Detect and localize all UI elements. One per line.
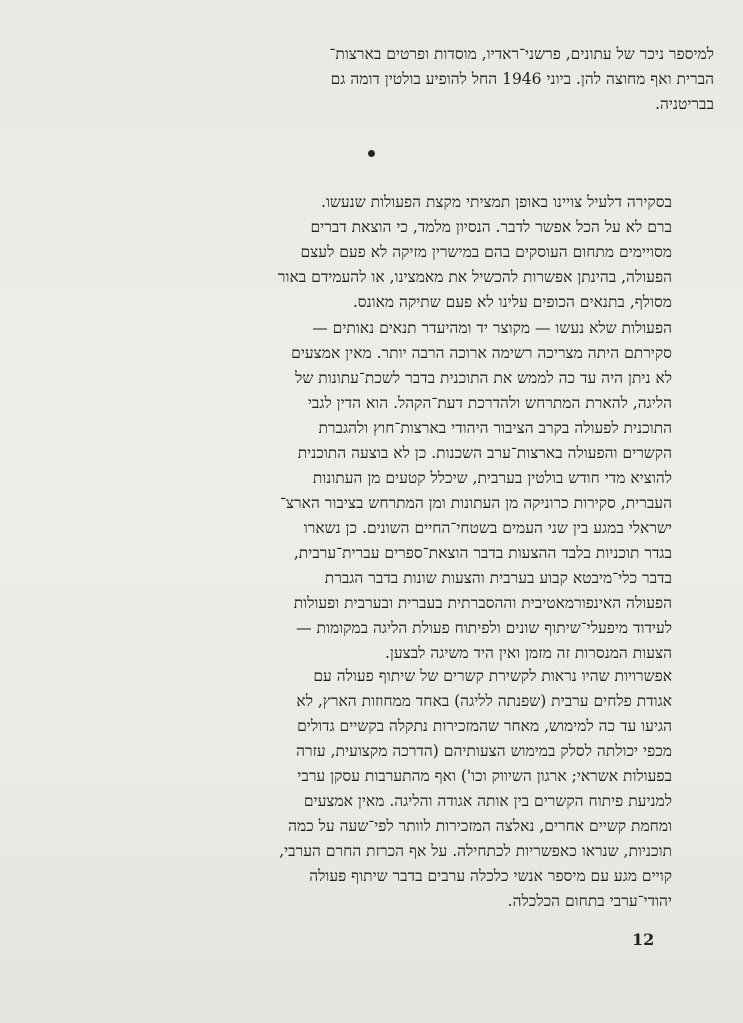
- text-line: למיספר ניכר של עתונים, פרשני־ראדיו, מוסדות ופרטים בארצות־: [329, 45, 714, 63]
- text-line: בדבר כלי־מיבטא קבוע בערבית והצעות שונות בדבר הגברת: [324, 569, 672, 587]
- text-line: אפשרויות שהיו נראות לקשירת קשרים של שיתוף פעולה עם: [313, 667, 672, 685]
- text-line: מסויימים מתחום העוסקים בהם במישרין מזיקה לא פעם לעצם: [300, 243, 672, 261]
- text-line: ומחמת קשיים אחרים, נאלצה המזכירות לוותר לפי־שעה על כמה: [288, 817, 672, 835]
- text-line: לעידוד מיפעלי־שיתוף שונים ולפיתוח פעולת הליגה במקומות —: [296, 619, 672, 637]
- text-line: הגיעו עד כה למימוש, מאחר שהמזכירות נתקלה בקשיים גדולים: [297, 717, 672, 735]
- text-line: מסולף, בתנאים הכופים עלינו לא פעם שתיקה מאונס.: [352, 293, 672, 311]
- text-line: הפעולה, בהינתן אפשרות להכשיל את מאמצינו, או להעמידם באור: [277, 268, 672, 286]
- paragraph-overview: [62, 190, 714, 315]
- text-line: הפעולה האינפורמאטיבית וההסברתית בעברית ובערבית ופעולות: [293, 594, 672, 612]
- text-line: בבריטניה.: [655, 95, 714, 113]
- text-line: הברית ואף מחוצה להן. ביוני 1946 החל להופיע בולטין דומה גם: [330, 70, 714, 88]
- text-line: התוכנית לפעולה בקרב הציבור היהודי בארצות־חוץ ולהגברת: [318, 419, 672, 437]
- text-line: הפעולות שלא נעשו — מקוצר יד ומהיעדר תנאים נאותים —: [312, 319, 672, 337]
- text-line: הליגה, להארת המתרחש ולהדרכת דעת־הקהל. הוא הדין לגבי: [307, 394, 672, 412]
- text-line: הקשרים והפעולה בארצות־ערב השכנות. כן לא בוצעה התוכנית: [297, 444, 672, 462]
- section-separator-dot: [368, 150, 375, 157]
- text-line: יהודי־ערבי בתחום הכלכלה.: [507, 892, 672, 910]
- paragraph-unrealized-actions: [62, 316, 714, 666]
- text-line: אגודת פלחים ערבית (שפנתה לליגה) באחד ממחוזות הארץ, לא: [296, 692, 672, 710]
- text-line: בפעולות אשראי; ארגון השיווק וכו') ואף מהתערבות עסקן ערבי: [297, 767, 672, 785]
- paragraph-cooperation-possibilities: [62, 664, 714, 914]
- text-line: סקירתם היתה מצריכה רשימה ארוכה הרבה יותר. מאין אמצעים: [291, 344, 672, 362]
- text-line: ברם לא על הכל אפשר לדבר. הנסיון מלמד, כי הוצאת דברים: [310, 218, 672, 236]
- text-line: בגדר תוכניות בלבד ההצעות בדבר הוצאת־ספרים עברית־ערבית,: [293, 544, 672, 562]
- text-line: לא ניתן היה עד כה לממש את התוכנית בדבר לשכת־עתונות של: [295, 369, 672, 387]
- text-line: מכפי יכולתה לסלק במימוש הצעותיהם (הדרכה מקצועית, עזרה: [296, 742, 672, 760]
- text-line: הצעות המנסרות זה מזמן ואין היד משיגה לבצען.: [384, 644, 672, 662]
- text-line: תוכניות, שנראו כאפשריות לכתחילה. על אף הכרזת החרם הערבי,: [279, 842, 672, 860]
- text-line: בסקירה דלעיל צויינו באופן תמציתי מקצת הפעולות שנעשו.: [321, 193, 672, 211]
- text-line: להוציא מדי חודש בולטין בערבית, שיכלל קטעים מן העתונות: [312, 469, 672, 487]
- text-line: למניעת פיתוח הקשרים בין אותה אגודה והליגה. מאין אמצעים: [303, 792, 672, 810]
- text-line: העברית, סקירות כרוניקה מן העתונות ומן המתרחש בציבור הארצ־: [279, 494, 672, 512]
- text-line: קויים מגע עם מיספר אנשי כלכלה ערבים בדבר שיתוף פעולה: [309, 867, 672, 885]
- page-number: 12: [632, 930, 655, 949]
- top-paragraph: [62, 42, 714, 117]
- text-line: ישראלי במגע בין שני העמים בשטחי־החיים השונים. כן נשארו: [303, 519, 672, 537]
